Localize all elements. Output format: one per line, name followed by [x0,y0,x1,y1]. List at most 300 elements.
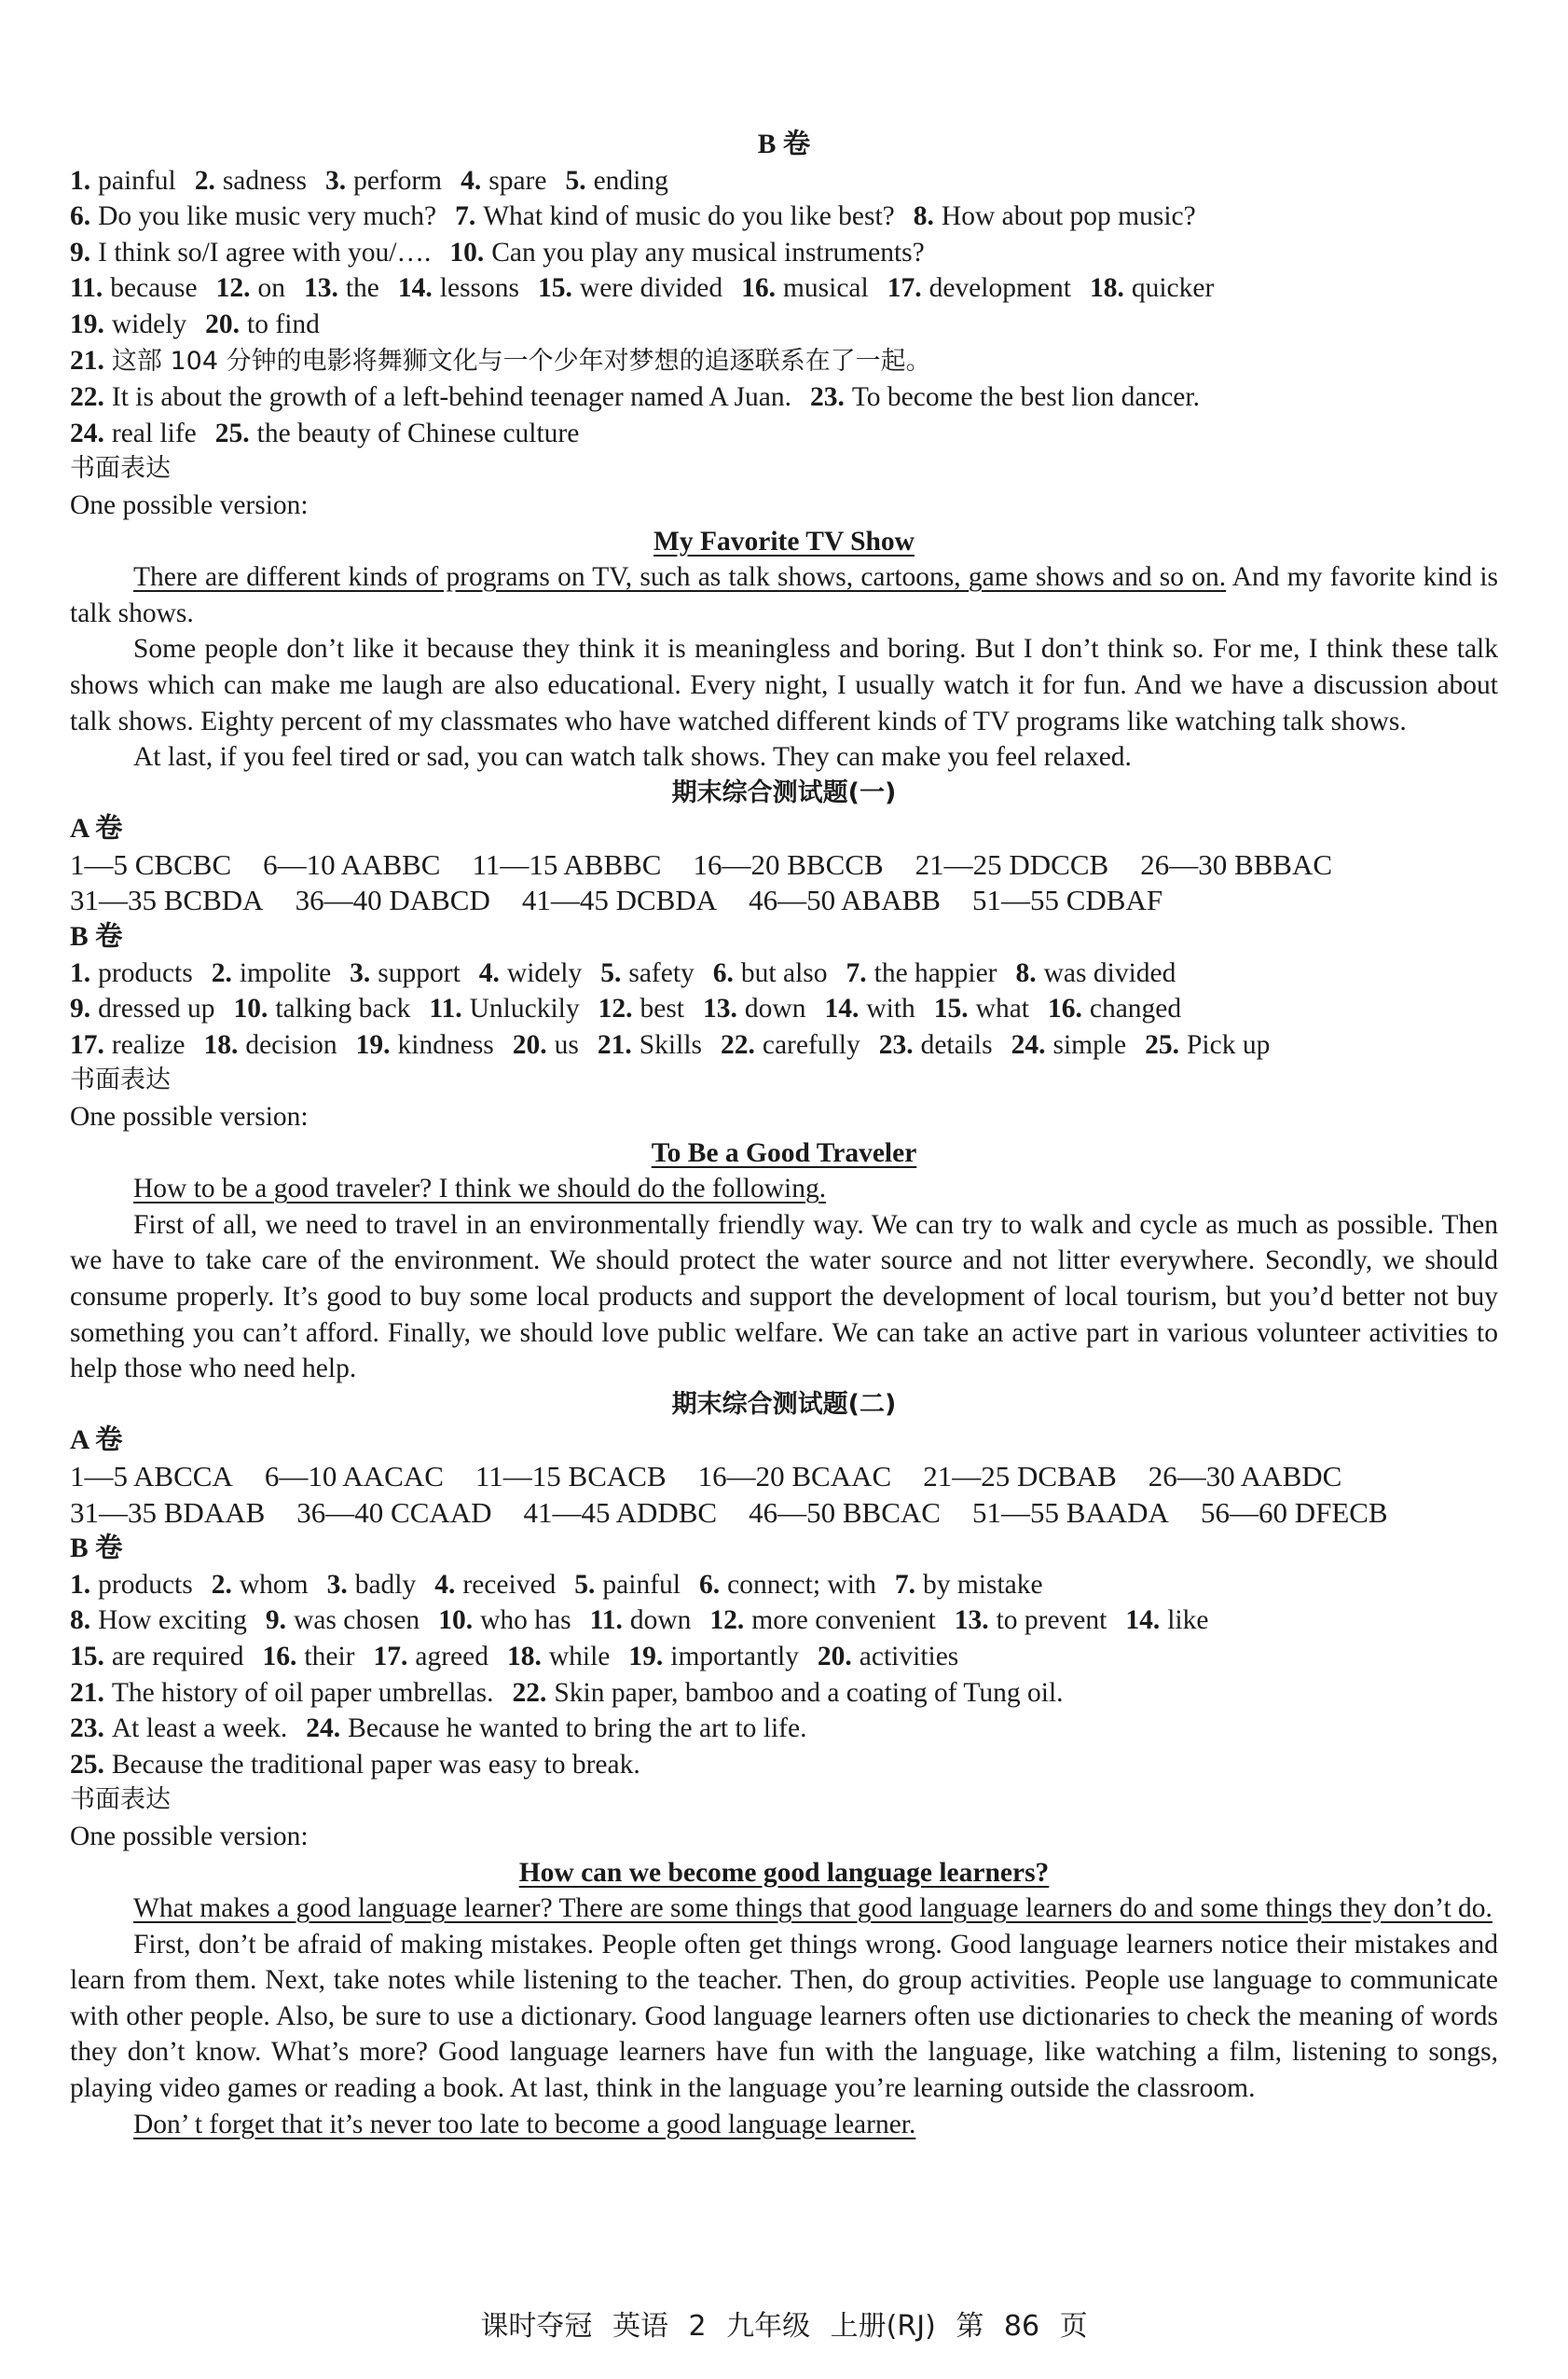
answer-text: Skin paper, bamboo and a coating of Tung oil. [554,1677,1064,1708]
answer-item [703,991,805,1027]
answer-row [70,416,1498,452]
answer-item [70,1747,640,1783]
answer-item [565,163,667,199]
essay-title-text: My Favorite TV Show [653,526,915,557]
test-heading: 期末综合测试题(一) [671,777,897,807]
answer-text: was divided [1043,957,1176,988]
answer-row [70,1747,1498,1783]
answer-number: 6. [698,1569,721,1600]
answer-number: 15. [538,273,572,304]
answer-item [212,956,331,992]
answer-item [598,1027,702,1064]
answer-number: 20. [817,1641,852,1671]
answer-row [70,956,1498,992]
a-answer-rows [70,847,1498,919]
answer-number: 10. [449,237,485,268]
answer-item [70,1567,193,1603]
answer-number: 16. [262,1641,297,1671]
answer-group: 56—60 DFECB [1200,1495,1388,1529]
answer-text: but also [740,957,828,988]
answer-text: to find [247,309,320,339]
essay-paragraph [70,1171,1498,1207]
answer-text: It is about the growth of a left-behind teenager named A Juan. [111,382,791,413]
answer-number: 21. [597,1029,632,1060]
answer-number: 18. [203,1029,239,1060]
answer-number: 5. [574,1569,596,1600]
answer-text: their [304,1641,355,1671]
answer-number: 16. [1048,994,1082,1024]
answer-text: changed [1089,994,1182,1024]
answer-item [846,956,997,992]
answer-text: spare [488,165,547,196]
answer-text: support [378,957,461,988]
answer-group: 36—40 CCAAD [296,1495,492,1529]
answer-number: 19. [70,309,104,339]
answer-group: 16—20 BBCCB [693,847,884,881]
answer-text: while [548,1641,611,1671]
footer-subject: 英语 2 [612,2310,707,2343]
answer-text: development [928,273,1071,304]
essay-title-text: To Be a Good Traveler [651,1137,917,1168]
answer-text: on [257,273,285,304]
answer-text: safety [628,957,695,988]
answer-number: 22. [70,382,104,413]
answer-text: by mistake [922,1569,1043,1600]
answer-number: 22. [721,1029,755,1060]
answer-item [461,163,546,199]
answer-item [449,235,924,271]
answer-number: 9. [265,1605,287,1636]
answer-item [455,199,895,235]
answer-number: 12. [215,273,251,304]
answer-item [824,991,915,1027]
answer-number: 17. [887,273,922,304]
answer-text: musical [782,273,869,304]
answer-item [955,1602,1107,1639]
essay-paragraph: First of all, we need to travel in an environmentally friendly way. We can try to walk and cycle as much as possible. Then we have to take care of the environment. We should protect the water source and not litter everywhere. Secondly, we should consume properly. It’s good to buy some local products and support the development of local tourism, but you’d better not buy something you can’t afford. Finally, we should love public welfare. We can take an active part in various volunteer activities to help those who need help. [70,1209,1498,1384]
essay-topic-sentence: What makes a good language learner? There are some things that good language learners do and some things they don’t do. [133,1893,1492,1924]
answer-row [70,991,1498,1027]
a-answer-rows [70,1459,1498,1531]
answer-text: because [110,273,198,304]
answer-item [325,163,442,199]
answer-number: 18. [506,1641,542,1671]
answer-number: 6. [70,201,91,232]
answer-row [70,1567,1498,1603]
possible-version-intro: One possible version: [70,1821,309,1851]
footer-volume: 上册(RJ) [830,2310,936,2343]
answer-number: 8. [70,1605,91,1636]
answer-number: 17. [70,1029,104,1060]
answer-item [628,1639,799,1675]
answer-number: 25. [214,418,250,448]
answer-item [195,163,307,199]
answer-text: Unluckily [469,994,580,1024]
page-footer [0,2303,1568,2344]
answer-item [70,199,436,235]
answer-row [70,1711,1498,1747]
answer-item [70,956,193,992]
answer-item [373,1639,488,1675]
answer-number: 13. [954,1605,989,1636]
answer-item [513,1027,579,1064]
answer-number: 8. [913,201,934,232]
b-answer-rows [70,163,1498,452]
answer-text: like [1167,1605,1209,1636]
answer-text: Because he wanted to bring the art to life. [348,1713,807,1744]
answer-item [304,270,379,307]
answer-item [1048,991,1181,1027]
answer-row [70,163,1498,199]
essay-paragraph: First, don’t be afraid of making mistakes. People often get things wrong. Good language learners notice their mistakes and learn from them. Next, take notes while listening to the teacher. Then, do group activities. People use language to communicate with other people. Also, be sure to use a dictionary. Good language learners often use dictionaries to check the meaning of words they don’t know. What’s more? Good language learners have fun with the language, like watching a film, listening to songs, playing video games or reading a book. At last, think in the language you’re learning outside the classroom. [70,1929,1498,2104]
answer-text: products [98,1569,193,1600]
answer-text: perform [353,165,443,196]
test-heading: 期末综合测试题(二) [671,1389,897,1419]
answer-item [233,991,410,1027]
answer-group: 11—15 ABBBC [472,847,662,881]
answer-text: quicker [1131,273,1215,304]
answer-text: 这部 104 分钟的电影将舞狮文化与一个少年对梦想的追逐联系在了一起。 [111,346,931,376]
answer-group: 26—30 AABDC [1148,1459,1342,1492]
answer-text: At least a week. [111,1713,288,1744]
answer-text: whom [239,1569,309,1600]
essay-sentence: And my favorite kind is talk shows. [70,562,1498,628]
answer-item [70,163,176,199]
answer-group: 11—15 BCACB [475,1459,667,1492]
answer-item [212,1567,309,1603]
page-content [70,127,1498,2142]
answer-text: were divided [579,273,723,304]
answer-number: 1. [70,957,91,988]
answer-text: What kind of music do you like best? [483,201,895,232]
answer-text: who has [480,1605,571,1636]
footer-page-number: 第 86 页 [956,2310,1088,2343]
answer-text: are required [111,1641,244,1671]
answer-item [350,956,461,992]
answer-number: 6. [712,957,734,988]
answer-item [266,1602,420,1639]
answer-group: 36—40 DABCD [295,884,490,917]
answer-item [895,1567,1043,1603]
answer-item [203,1027,337,1064]
answer-row [70,847,1498,884]
answer-text: talking back [275,994,411,1024]
writing-label: 书面表达 [70,1785,171,1815]
essay-title [70,1135,1498,1172]
answer-number: 24. [1011,1029,1046,1060]
answer-group: 31—35 BCBDA [70,884,264,917]
section-label-a: A 卷 [70,814,123,845]
answer-item [438,1602,571,1639]
answer-number: 23. [70,1713,104,1744]
answer-number: 2. [194,165,215,196]
essay-paragraph: Some people don’t like it because they think it is meaningless and boring. But I don’t think so. For me, I think these talk shows which can make me laugh are also educational. Every night, I usually watch it for fun. And we have a discussion about talk shows. Eighty percent of my classmates who have watched different kinds of TV programs like watching talk shows. [70,634,1498,736]
answer-number: 2. [211,1569,232,1600]
answer-group: 31—35 BDAAB [70,1495,266,1529]
b-answer-rows [70,956,1498,1064]
answer-number: 25. [1145,1029,1180,1060]
answer-group: 21—25 DCBAB [923,1459,1117,1492]
answer-item [598,991,684,1027]
answer-item [887,270,1071,307]
answer-item [818,1639,958,1675]
answer-text: carefully [762,1029,860,1060]
answer-row [70,379,1498,416]
essay-paragraph [70,2107,1498,2143]
answer-text: How exciting [98,1605,247,1636]
possible-version-intro: One possible version: [70,489,309,520]
section-heading-b: B 卷 [757,130,811,159]
answer-text: The history of oil paper umbrellas. [111,1677,494,1708]
answer-text: To become the best lion dancer. [851,382,1200,413]
answer-text: lessons [439,273,520,304]
answer-number: 25. [70,1749,104,1780]
answer-text: decision [245,1029,337,1060]
answer-number: 14. [824,994,860,1024]
essay-title [70,1855,1498,1891]
answer-item [434,1567,556,1603]
answer-number: 18. [1089,273,1124,304]
answer-number: 20. [205,309,241,339]
answer-group: 51—55 BAADA [971,1495,1169,1529]
answer-text: Do you like music very much? [98,201,437,232]
answer-text: the [345,273,379,304]
answer-number: 5. [600,957,622,988]
answer-text: badly [354,1569,417,1600]
answer-item [70,235,431,271]
essay-topic-sentence: There are different kinds of programs on TV, such as talk shows, cartoons, game shows and so on. [133,562,1227,593]
answer-number: 3. [324,165,347,196]
answer-text: simple [1052,1029,1127,1060]
answer-text: sadness [222,165,307,196]
answer-number: 10. [438,1605,474,1636]
answer-text: received [462,1569,557,1600]
answer-item [709,1602,935,1639]
answer-group: 6—10 AABBC [263,847,441,881]
answer-number: 7. [894,1569,915,1600]
answer-item [513,1675,1064,1712]
answer-text: details [920,1029,993,1060]
answer-number: 11. [589,1605,623,1636]
answer-item [429,991,579,1027]
answer-number: 22. [512,1677,547,1708]
answer-item [70,1027,185,1064]
answer-item [1145,1027,1270,1064]
answer-text: How about pop music? [941,201,1196,232]
essay-topic-sentence: How to be a good traveler? I think we should do the following. [133,1174,827,1204]
answer-text: connect; with [727,1569,876,1600]
answer-item [70,1639,244,1675]
answer-group: 26—30 BBBAC [1140,847,1333,881]
answer-group: 41—45 DCBDA [521,884,718,917]
answer-number: 3. [326,1569,348,1600]
answer-number: 11. [70,273,103,304]
answer-text: best [640,994,685,1024]
answer-row [70,235,1498,271]
answer-number: 3. [350,957,371,988]
answer-item [914,199,1196,235]
answer-text: with [866,994,915,1024]
answer-text: dressed up [98,994,215,1024]
answer-text: impolite [239,957,332,988]
answer-text: widely [111,309,187,339]
answer-number: 7. [846,957,867,988]
answer-item [1125,1602,1208,1639]
answer-text: painful [98,165,176,196]
answer-item [356,1027,494,1064]
essay-closing-sentence: Don’ t forget that it’s never too late to become a good language learner. [133,2109,916,2139]
possible-version-intro: One possible version: [70,1102,309,1133]
footer-grade: 九年级 [726,2310,811,2343]
answer-item [741,270,869,307]
answer-row [70,1602,1498,1639]
answer-item [70,379,791,416]
answer-text: down [744,994,806,1024]
essay-paragraph: At last, if you feel tired or sad, you can watch talk shows. They can make you feel relaxed. [133,742,1132,773]
answer-number: 5. [565,165,586,196]
answer-number: 23. [878,1029,914,1060]
answer-item [70,416,197,452]
answer-group: 51—55 CDBAF [971,884,1163,917]
answer-item [70,991,214,1027]
answer-text: Because the traditional paper was easy to break. [111,1749,640,1780]
answer-number: 12. [709,1605,745,1636]
answer-item [216,270,285,307]
b-answer-rows [70,1567,1498,1783]
answer-row [70,1495,1498,1532]
section-label-b: B 卷 [70,1533,123,1564]
answer-number: 4. [478,957,500,988]
answer-number: 19. [628,1641,664,1671]
answer-item [263,1639,355,1675]
answer-item [1011,1027,1127,1064]
answer-item [70,307,186,343]
answer-item [70,270,198,307]
answer-row [70,199,1498,235]
answer-item [1090,270,1214,307]
answer-text: kindness [397,1029,494,1060]
answer-row [70,883,1498,919]
answer-number: 19. [355,1029,391,1060]
answer-text: activities [859,1641,959,1671]
answer-number: 13. [303,273,338,304]
answer-row [70,1639,1498,1675]
answer-number: 4. [461,165,482,196]
answer-number: 17. [373,1641,408,1671]
answer-item [1016,956,1176,992]
answer-text: what [975,994,1029,1024]
answer-item [699,1567,876,1603]
answer-row [70,270,1498,307]
answer-group: 46—50 ABABB [749,884,941,917]
answer-row [70,343,1498,380]
answer-number: 4. [434,1569,456,1600]
answer-text: was chosen [294,1605,420,1636]
answer-item [810,379,1200,416]
answer-number: 2. [211,957,232,988]
answer-item [70,1602,247,1639]
answer-text: importantly [670,1641,799,1671]
essay-paragraph [70,1891,1498,1927]
answer-number: 1. [70,165,91,196]
answer-group: 41—45 ADDBC [523,1495,718,1529]
answer-text: ending [593,165,668,196]
answer-text: I think so/I agree with you/…. [98,237,432,268]
answer-number: 10. [233,994,268,1024]
answer-number: 14. [397,273,433,304]
answer-item [479,956,582,992]
answer-text: widely [506,957,583,988]
essay-title-text: How can we become good language learners? [518,1857,1050,1888]
answer-text: agreed [415,1641,488,1671]
answer-number: 7. [455,201,476,232]
answer-item [398,270,519,307]
answer-group: 16—20 BCAAC [697,1459,892,1492]
answer-item [70,1675,494,1712]
answer-number: 23. [809,382,845,413]
answer-group: 1—5 ABCCA [70,1459,233,1492]
answer-number: 21. [70,1677,104,1708]
answer-number: 20. [512,1029,547,1060]
answer-item [574,1567,681,1603]
answer-item [70,343,931,380]
answer-row [70,1675,1498,1712]
section-label-a: A 卷 [70,1425,123,1456]
answer-text: us [554,1029,579,1060]
answer-group: 46—50 BBCAC [749,1495,941,1529]
answer-item [600,956,695,992]
answer-text: down [629,1605,692,1636]
answer-group: 6—10 AACAC [264,1459,444,1492]
answer-group: 21—25 DDCCB [915,847,1109,881]
answer-number: 12. [598,994,633,1024]
answer-number: 24. [70,418,104,448]
answer-text: painful [602,1569,681,1600]
answer-item [507,1639,610,1675]
answer-number: 1. [70,1569,91,1600]
essay-paragraph [70,559,1498,631]
answer-item [713,956,828,992]
answer-group: 1—5 CBCBC [70,847,232,881]
answer-number: 9. [70,237,91,268]
answer-row [70,307,1498,343]
answer-item [70,1711,287,1747]
answer-number: 15. [933,994,969,1024]
answer-number: 11. [429,994,462,1024]
answer-item [306,1711,806,1747]
answer-text: Skills [639,1029,702,1060]
answer-number: 13. [703,994,737,1024]
answer-text: more convenient [751,1605,936,1636]
answer-text: the happier [873,957,997,988]
answer-item [327,1567,417,1603]
answer-text: to prevent [996,1605,1107,1636]
answer-number: 8. [1015,957,1037,988]
answer-number: 16. [741,273,776,304]
answer-item [205,307,320,343]
section-label-b: B 卷 [70,922,123,953]
answer-text: realize [111,1029,186,1060]
answer-item [538,270,722,307]
answer-text: the beauty of Chinese culture [256,418,580,448]
answer-text: real life [111,418,197,448]
answer-number: 24. [306,1713,341,1744]
answer-number: 21. [70,345,104,376]
answer-item [879,1027,993,1064]
answer-row [70,1459,1498,1495]
answer-item [721,1027,860,1064]
answer-item [934,991,1029,1027]
